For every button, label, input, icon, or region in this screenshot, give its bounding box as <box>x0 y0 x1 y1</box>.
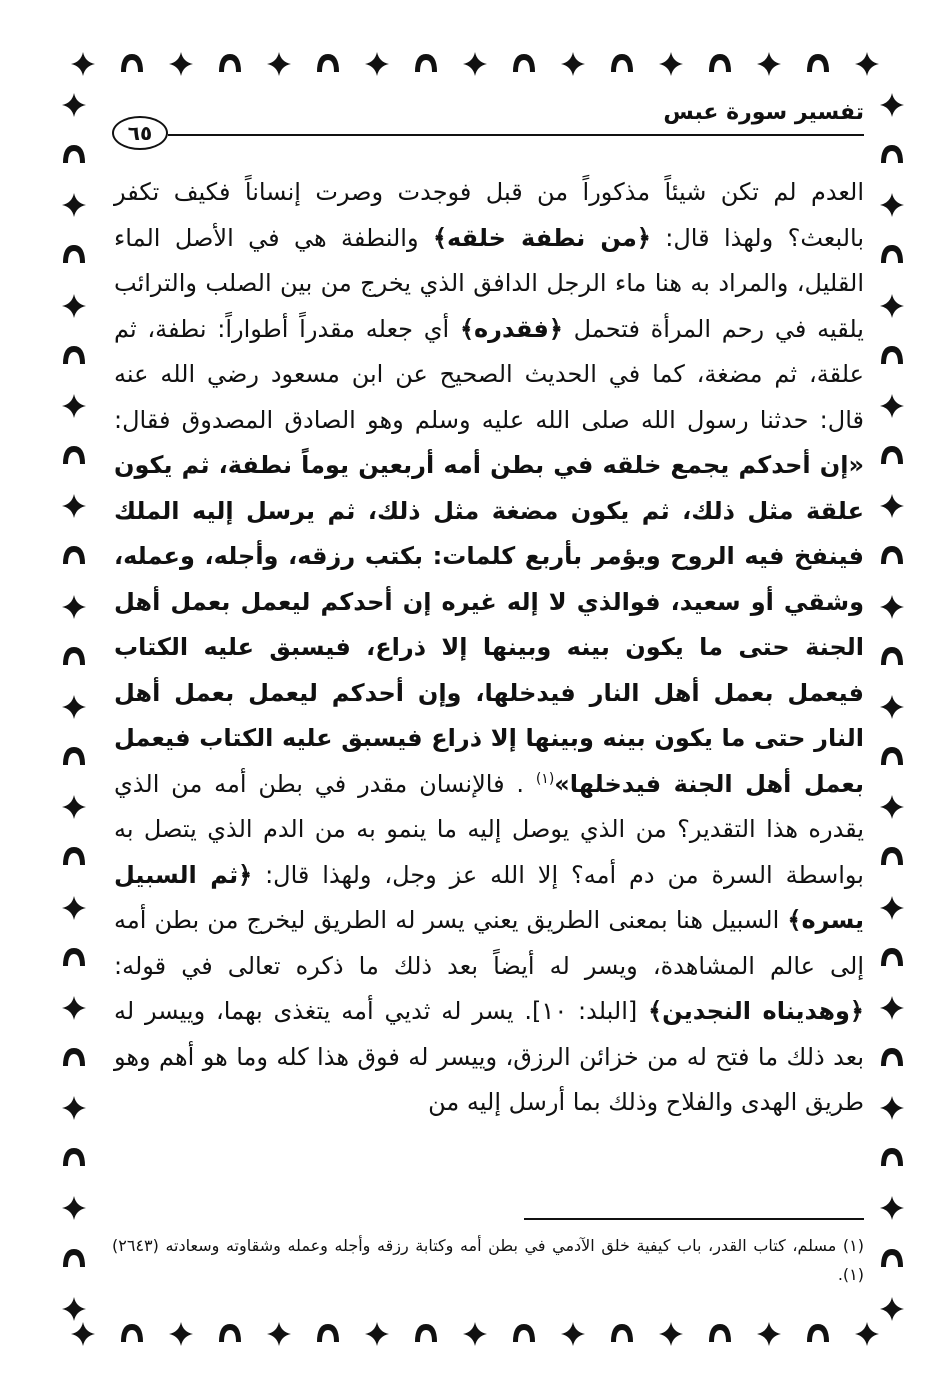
arch-ornament-icon <box>61 945 87 971</box>
star-ornament-icon <box>658 1321 684 1347</box>
star-ornament-icon <box>560 51 586 77</box>
star-ornament-icon <box>70 51 96 77</box>
hadith-quote: «إن أحدكم يجمع خلقه في بطن أمه أربعين يوماً نطفة، ثم يكون علقة مثل ذلك، ثم يكون مضغة مثل ذلك، ثم يرسل إليه الملك فينفخ فيه الروح ويؤمر بأربع كلمات: بكتب رزقه، وأجله، وعمله، وشقي أو سعيد، فوالذي لا إله غيره إن أحدكم ليعمل بعمل أهل الجنة حتى ما يكون بينه وبينها إلا ذراع، فيسبق عليه الكتاب فيعمل بعمل أهل النار فيدخلها، وإن أحدكم ليعمل بعمل أهل النار حتى ما يكون بينه وبينها إلا ذراع فيسبق عليه الكتاب فيعمل بعمل أهل الجنة فيدخلها» <box>114 451 864 798</box>
book-page <box>112 94 864 1324</box>
arch-ornament-icon <box>61 543 87 569</box>
arch-ornament-icon <box>879 1145 905 1171</box>
arch-ornament-icon <box>609 1321 635 1347</box>
arch-ornament-icon <box>511 51 537 77</box>
arch-ornament-icon <box>413 1321 439 1347</box>
star-ornament-icon <box>462 51 488 77</box>
star-ornament-icon <box>61 393 87 419</box>
body-span: السبيل هنا بمعنى الطريق يعني يسر له الطريق ليخرج من بطن أمه إلى عالم المشاهدة، ويسر له أيضاً بعد ذلك ما ذكره تعالى في قوله: <box>114 906 864 980</box>
star-ornament-icon <box>61 794 87 820</box>
star-ornament-icon <box>61 1296 87 1322</box>
arch-ornament-icon <box>805 1321 831 1347</box>
arch-ornament-icon <box>61 443 87 469</box>
arch-ornament-icon <box>61 1045 87 1071</box>
right-ornament-border <box>874 92 910 1322</box>
star-ornament-icon <box>168 1321 194 1347</box>
arch-ornament-icon <box>707 51 733 77</box>
body-span: . فالإنسان مقدر في بطن أمه من الذي يقدره هذا التقدير؟ من الذي يوصل إليه ما ينمو به من الدم الذي يتصل به بواسطة السرة من دم أمه؟ إلا الله عز وجل، ولهذا قال: <box>114 769 864 889</box>
star-ornament-icon <box>879 493 905 519</box>
arch-ornament-icon <box>879 945 905 971</box>
footnote: (١) مسلم، كتاب القدر، باب كيفية خلق الآدمي في بطن أمه وكتابة رزقه وأجله وعمله وشقاوته وسعادته (٢٦٤٣) (١). <box>112 1236 864 1284</box>
body-span: والنطفة هي في الأصل الماء القليل، والمراد به هنا ماء الرجل الدافق الذي يخرج من بين الصلب والترائب يلقيه في رحم المرأة فتحمل <box>114 223 864 343</box>
star-ornament-icon <box>61 92 87 118</box>
arch-ornament-icon <box>413 51 439 77</box>
star-ornament-icon <box>61 694 87 720</box>
arch-ornament-icon <box>315 51 341 77</box>
star-ornament-icon <box>364 51 390 77</box>
arch-ornament-icon <box>879 343 905 369</box>
footnote-reference: (١) <box>535 770 555 787</box>
arch-ornament-icon <box>61 1246 87 1272</box>
header-rule <box>168 134 864 136</box>
body-text <box>114 170 864 1126</box>
star-ornament-icon <box>879 794 905 820</box>
page-header <box>112 94 864 152</box>
arch-ornament-icon <box>61 242 87 268</box>
star-ornament-icon <box>61 1195 87 1221</box>
star-ornament-icon <box>879 192 905 218</box>
quran-quote: ﴿وهديناه النجدين﴾ <box>648 997 864 1025</box>
star-ornament-icon <box>879 1095 905 1121</box>
arch-ornament-icon <box>217 51 243 77</box>
arch-ornament-icon <box>119 51 145 77</box>
arch-ornament-icon <box>879 543 905 569</box>
footnote-rule <box>524 1218 864 1220</box>
star-ornament-icon <box>61 493 87 519</box>
star-ornament-icon <box>879 995 905 1021</box>
star-ornament-icon <box>879 1296 905 1322</box>
arch-ornament-icon <box>879 644 905 670</box>
arch-ornament-icon <box>511 1321 537 1347</box>
star-ornament-icon <box>70 1321 96 1347</box>
star-ornament-icon <box>879 694 905 720</box>
arch-ornament-icon <box>879 1246 905 1272</box>
arch-ornament-icon <box>879 443 905 469</box>
star-ornament-icon <box>756 51 782 77</box>
arch-ornament-icon <box>61 644 87 670</box>
arch-ornament-icon <box>707 1321 733 1347</box>
arch-ornament-icon <box>119 1321 145 1347</box>
star-ornament-icon <box>61 895 87 921</box>
star-ornament-icon <box>879 293 905 319</box>
star-ornament-icon <box>879 895 905 921</box>
star-ornament-icon <box>168 51 194 77</box>
star-ornament-icon <box>854 51 880 77</box>
arch-ornament-icon <box>61 844 87 870</box>
page-number: ٦٥ <box>112 116 168 150</box>
star-ornament-icon <box>879 92 905 118</box>
running-head: تفسير سورة عبس <box>663 100 864 125</box>
star-ornament-icon <box>462 1321 488 1347</box>
quran-quote: ﴿فقدره﴾ <box>459 314 563 343</box>
star-ornament-icon <box>266 1321 292 1347</box>
star-ornament-icon <box>879 1195 905 1221</box>
star-ornament-icon <box>854 1321 880 1347</box>
arch-ornament-icon <box>315 1321 341 1347</box>
arch-ornament-icon <box>879 142 905 168</box>
arch-ornament-icon <box>217 1321 243 1347</box>
quran-quote: ﴿من نطفة خلقه﴾ <box>432 223 651 252</box>
arch-ornament-icon <box>879 844 905 870</box>
arch-ornament-icon <box>61 1145 87 1171</box>
body-span: [البلد: ١٠]. يسر له ثديي أمه يتغذى بهما، وييسر له بعد ذلك ما فتح له من خزائن الرزق، وييسر له فوق هذا كله وما هو أهم وهو طريق الهدى والفلاح وذلك بما أرسل إليه من <box>114 997 864 1116</box>
arch-ornament-icon <box>61 142 87 168</box>
left-ornament-border <box>56 92 92 1322</box>
star-ornament-icon <box>658 51 684 77</box>
arch-ornament-icon <box>879 744 905 770</box>
quran-quote: ﴿ثم السبيل يسره﴾ <box>114 860 864 934</box>
star-ornament-icon <box>364 1321 390 1347</box>
star-ornament-icon <box>879 393 905 419</box>
star-ornament-icon <box>560 1321 586 1347</box>
arch-ornament-icon <box>609 51 635 77</box>
arch-ornament-icon <box>805 51 831 77</box>
star-ornament-icon <box>61 192 87 218</box>
star-ornament-icon <box>756 1321 782 1347</box>
star-ornament-icon <box>879 594 905 620</box>
star-ornament-icon <box>61 995 87 1021</box>
arch-ornament-icon <box>879 1045 905 1071</box>
star-ornament-icon <box>266 51 292 77</box>
arch-ornament-icon <box>61 744 87 770</box>
arch-ornament-icon <box>879 242 905 268</box>
top-ornament-border <box>70 44 880 84</box>
body-span: أي جعله مقدراً أطواراً: نطفة، ثم علقة، ثم مضغة، كما في الحديث الصحيح عن ابن مسعود رضي الله عنه قال: حدثنا رسول الله صلى الله عليه وسلم وهو الصادق المصدوق فقال: <box>114 314 864 434</box>
arch-ornament-icon <box>61 343 87 369</box>
body-span: العدم لم تكن شيئاً مذكوراً من قبل فوجدت وصرت إنساناً فكيف تكفر بالبعث؟ ولهذا قال: <box>114 178 865 252</box>
star-ornament-icon <box>61 293 87 319</box>
star-ornament-icon <box>61 594 87 620</box>
star-ornament-icon <box>61 1095 87 1121</box>
